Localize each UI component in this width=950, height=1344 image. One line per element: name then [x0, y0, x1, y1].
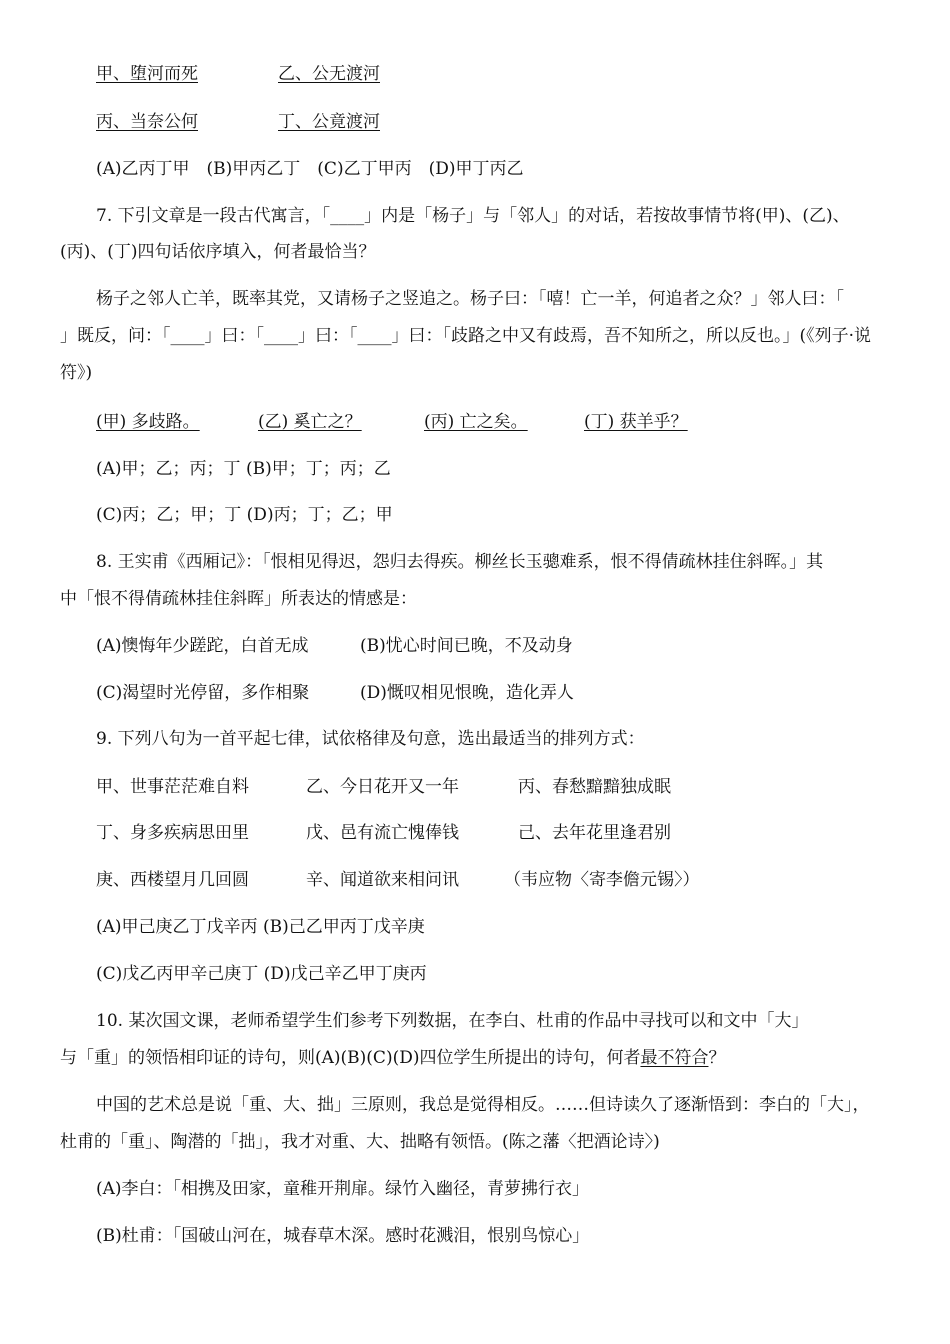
q7-sentence-ding: (丁) 获羊乎？ [584, 412, 688, 432]
q10-passage-line2: 杜甫的「重」、陶潜的「拙」，我才对重、大、拙略有领悟。(陈之藩〈把酒论诗〉) [60, 1132, 660, 1152]
q7-answers-line1: (A)甲；乙；丙；丁 (B)甲；丁；丙；乙 [96, 459, 391, 479]
q6-answer-choices: (A)乙丙丁甲 (B)甲丙乙丁 (C)乙丁甲丙 (D)甲丁丙乙 [96, 159, 524, 179]
q9-line-ji: 己、去年花里逢君别 [518, 823, 671, 843]
q10-passage-line1: 中国的艺术总是说「重、大、拙」三原则，我总是觉得相反。……但诗读久了逐渐悟到：李白的「大」， [96, 1095, 870, 1115]
q6-option-ding: 丁、公竟渡河 [278, 112, 380, 132]
q10-stem-line1: 10. 某次国文课，老师希望学生们参考下列数据，在李白、杜甫的作品中寻找可以和文中「大」 [96, 1011, 809, 1031]
q9-source: （韦应物〈寄李儋元锡〉） [504, 870, 700, 890]
q8-option-b: (B)忧心时间已晚，不及动身 [360, 636, 573, 656]
q6-option-bing: 丙、当奈公何 [96, 112, 198, 132]
q7-passage-line1: 杨子之邻人亡羊，既率其党，又请杨子之竖追之。杨子曰：「嘻！亡一羊，何追者之众？」邻人曰：「 [96, 289, 844, 309]
q9-stem: 9. 下列八句为一首平起七律，试依格律及句意，选出最适当的排列方式： [96, 729, 645, 749]
q9-line-yi: 乙、今日花开又一年 [306, 777, 459, 797]
q10-stem-end: ？ [708, 1048, 726, 1068]
q8-option-d: (D)慨叹相见恨晚，造化弄人 [360, 683, 574, 703]
q9-line-xin: 辛、闻道欲来相问讯 [306, 870, 459, 890]
q7-passage-line2: 」既反，问：「____」曰：「____」曰：「____」曰：「歧路之中又有歧焉，吾不知所之，所以反也。」(《列子·说 [60, 326, 872, 346]
q7-stem-line2: (丙)、(丁)四句话依序填入，何者最恰当？ [60, 242, 376, 262]
q8-stem-line1: 8. 王实甫《西厢记》：「恨相见得迟，怨归去得疾。柳丝长玉骢难系，恨不得倩疏林挂住斜晖。」其 [96, 552, 824, 572]
q10-option-a: (A)李白：「相携及田家，童稚开荆扉。绿竹入幽径，青萝拂行衣」 [96, 1179, 590, 1199]
q10-stem-line2 [60, 1046, 725, 1070]
q9-line-bing: 丙、春愁黯黯独成眠 [518, 777, 671, 797]
q8-option-c: (C)渴望时光停留，多作相聚 [96, 683, 310, 703]
q9-answers-line2: (C)戊乙丙甲辛己庚丁 (D)戊己辛乙甲丁庚丙 [96, 964, 427, 984]
q7-sentence-yi: (乙) 奚亡之？ [258, 412, 362, 432]
q9-line-geng: 庚、西楼望月几回圆 [96, 870, 249, 890]
q10-stem-text: 与「重」的领悟相印证的诗句，则(A)(B)(C)(D)四位学生所提出的诗句，何者 [60, 1048, 641, 1068]
q7-sentence-jia: (甲) 多歧路。 [96, 412, 200, 432]
q7-passage-line3: 符》) [60, 363, 93, 383]
q7-stem-line1: 7. 下引文章是一段古代寓言，「____」内是「杨子」与「邻人」的对话，若按故事情节将(甲)、(乙)、 [96, 206, 850, 226]
q8-stem-line2: 中「恨不得倩疏林挂住斜晖」所表达的情感是： [60, 589, 417, 609]
q9-answers-line1: (A)甲己庚乙丁戊辛丙 (B)己乙甲丙丁戊辛庚 [96, 917, 425, 937]
q8-option-a: (A)懊悔年少蹉跎，白首无成 [96, 636, 309, 656]
q9-line-jia: 甲、世事茫茫难自料 [96, 777, 249, 797]
q10-emphasis: 最不符合 [640, 1048, 709, 1068]
q6-option-jia: 甲、堕河而死 [96, 64, 198, 84]
q6-option-yi: 乙、公无渡河 [278, 64, 380, 84]
q7-answers-line2: (C)丙；乙；甲；丁 (D)丙；丁；乙；甲 [96, 505, 393, 525]
q9-line-wu: 戊、邑有流亡愧俸钱 [306, 823, 459, 843]
q10-option-b: (B)杜甫：「国破山河在，城春草木深。感时花溅泪，恨别鸟惊心」 [96, 1226, 590, 1246]
q9-line-ding: 丁、身多疾病思田里 [96, 823, 249, 843]
q7-sentence-bing: (丙) 亡之矣。 [424, 412, 528, 432]
